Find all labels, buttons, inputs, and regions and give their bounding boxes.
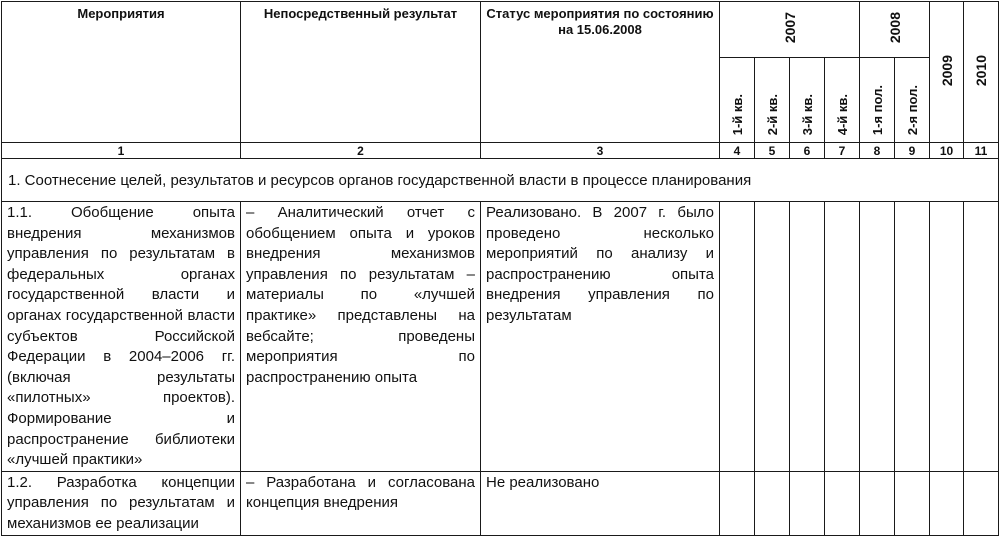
column-number: 5 [755, 143, 790, 159]
header-direct-result: Непосредственный результат [241, 2, 481, 143]
section-title: 1. Соотнесение целей, результатов и ресурсов органов государственной власти в процессе планирования [2, 159, 999, 202]
column-number: 10 [930, 143, 964, 159]
schedule-cell [720, 471, 755, 535]
column-number: 11 [964, 143, 999, 159]
column-number: 9 [895, 143, 930, 159]
table-row [2, 471, 999, 535]
column-number: 6 [790, 143, 825, 159]
header-year-2009: 2009 [930, 2, 964, 143]
status-cell: Реализовано. В 2007 г. было проведено несколько мероприятий по анализу и распространению опыта внедрения управления по результатам [481, 202, 720, 472]
schedule-cell [825, 471, 860, 535]
schedule-cell [895, 202, 930, 472]
schedule-cell [720, 202, 755, 472]
status-cell: Не реализовано [481, 471, 720, 535]
header-q2-2007: 2-й кв. [755, 58, 790, 143]
header-h2-2008: 2-я пол. [895, 58, 930, 143]
schedule-cell [790, 202, 825, 472]
schedule-cell [860, 202, 895, 472]
header-activities: Мероприятия [2, 2, 241, 143]
header-h1-2008: 1-я пол. [860, 58, 895, 143]
column-number: 7 [825, 143, 860, 159]
activity-cell: 1.1. Обобщение опыта внедрения механизмов управления по результатам в федеральных органах государственной власти и органах государственной власти субъектов Российской Федерации в 2004–2006 гг. (включая результаты «пилотных» проектов). Формирование и распространение библиотеки «лучшей практики» [2, 202, 241, 472]
table-row [2, 202, 999, 472]
column-number: 3 [481, 143, 720, 159]
result-cell: – Разработана и согласована концепция внедрения [241, 471, 481, 535]
header-year-2008: 2008 [860, 2, 930, 58]
schedule-cell [930, 471, 964, 535]
schedule-cell [755, 471, 790, 535]
schedule-cell [825, 202, 860, 472]
schedule-cell [930, 202, 964, 472]
header-q4-2007: 4-й кв. [825, 58, 860, 143]
column-number: 4 [720, 143, 755, 159]
column-number: 8 [860, 143, 895, 159]
header-q3-2007: 3-й кв. [790, 58, 825, 143]
column-number: 1 [2, 143, 241, 159]
schedule-cell [895, 471, 930, 535]
column-number: 2 [241, 143, 481, 159]
plan-table [1, 1, 999, 536]
result-cell: – Аналитический отчет с обобщением опыта и уроков внедрения механизмов управления по результатам – материалы по «лучшей практике» представлены на вебсайте; проведены мероприятия по распространению опыта [241, 202, 481, 472]
activity-cell: 1.2. Разработка концепции управления по результатам и механизмов ее реализации [2, 471, 241, 535]
schedule-cell [964, 471, 999, 535]
schedule-cell [964, 202, 999, 472]
header-status: Статус мероприятия по состоянию на 15.06.2008 [481, 2, 720, 143]
schedule-cell [790, 471, 825, 535]
header-year-2010: 2010 [964, 2, 999, 143]
schedule-cell [860, 471, 895, 535]
header-year-2007: 2007 [720, 2, 860, 58]
schedule-cell [755, 202, 790, 472]
header-q1-2007: 1-й кв. [720, 58, 755, 143]
